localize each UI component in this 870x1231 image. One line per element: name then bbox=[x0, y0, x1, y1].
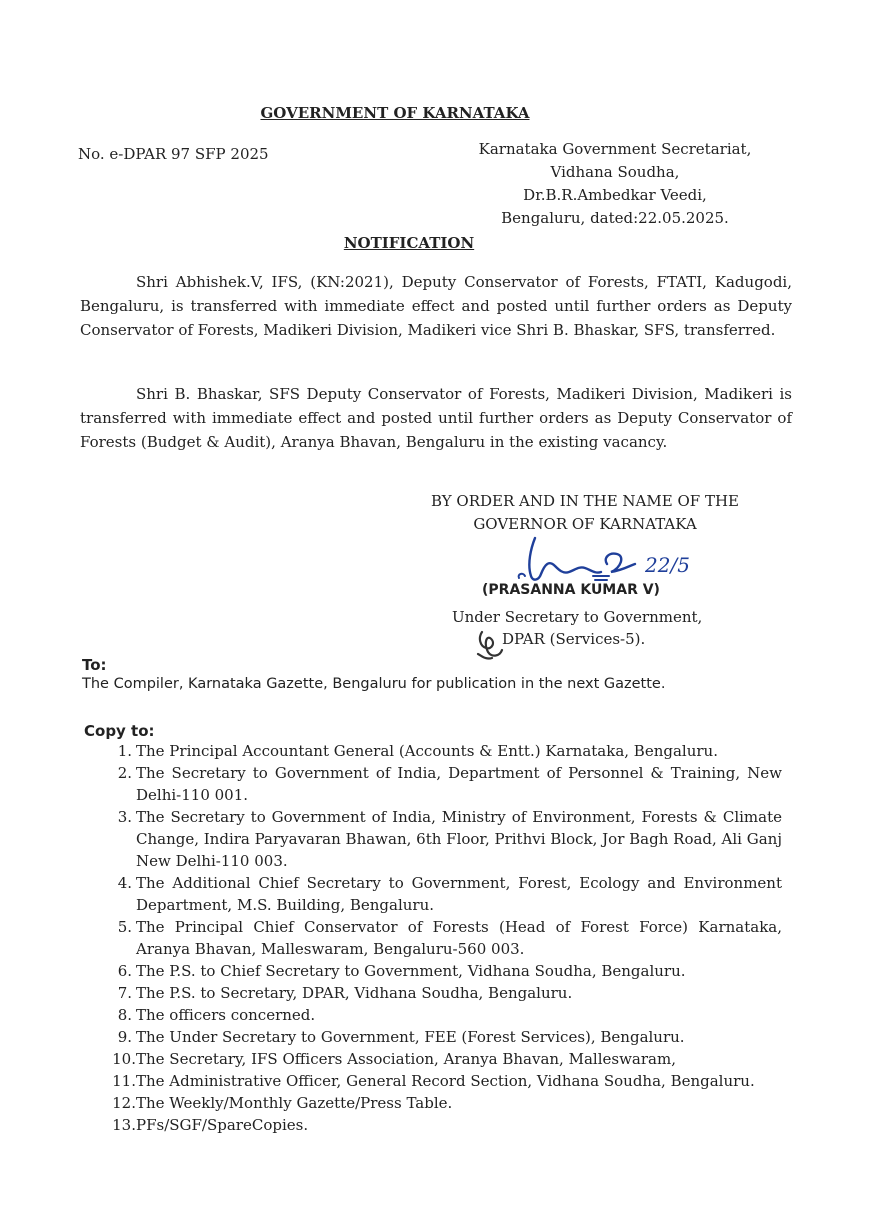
order-line-2: GOVERNOR OF KARNATAKA bbox=[473, 515, 697, 533]
list-item bbox=[82, 1114, 782, 1136]
list-item-number: 6. bbox=[117, 962, 132, 980]
list-item-number: 12. bbox=[112, 1094, 136, 1112]
list-item-text: The P.S. to Secretary, DPAR, Vidhana Soudha, Bengaluru. bbox=[136, 984, 573, 1002]
list-item-number: 2. bbox=[117, 764, 132, 782]
list-item bbox=[82, 740, 782, 762]
list-item bbox=[82, 872, 782, 916]
list-item-text: The Secretary, IFS Officers Association, Aranya Bhavan, Malleswaram, bbox=[136, 1050, 676, 1068]
list-item-number: 1. bbox=[117, 742, 132, 760]
list-item bbox=[82, 916, 782, 960]
list-item-text: The Administrative Officer, General Record Section, Vidhana Soudha, Bengaluru. bbox=[136, 1072, 755, 1090]
list-item bbox=[82, 982, 782, 1004]
signatory-name: (PRASANNA KUMAR V) bbox=[482, 582, 660, 598]
address-line: Bengaluru, dated:22.05.2025. bbox=[501, 209, 729, 227]
address-block bbox=[440, 138, 790, 230]
paragraph-2: Shri B. Bhaskar, SFS Deputy Conservator of Forests, Madikeri Division, Madikeri is transferred with immediate effect and posted until further orders as Deputy Conservator of Forests (Budget & Audit), Aranya Bhavan, Bengaluru in the existing vacancy. bbox=[80, 385, 792, 451]
list-item-number: 5. bbox=[117, 918, 132, 936]
list-item-text: The Additional Chief Secretary to Government, Forest, Ecology and Environment Department, M.S. Building, Bengaluru. bbox=[136, 874, 782, 914]
copy-to-label: Copy to: bbox=[84, 722, 155, 740]
to-label: To: bbox=[82, 656, 107, 674]
list-item bbox=[82, 1092, 782, 1114]
address-line: Karnataka Government Secretariat, bbox=[478, 140, 752, 158]
order-number: No. e-DPAR 97 SFP 2025 bbox=[78, 145, 269, 163]
list-item bbox=[82, 1026, 782, 1048]
list-item-text: The Principal Accountant General (Accounts & Entt.) Karnataka, Bengaluru. bbox=[136, 742, 718, 760]
signatory-department: DPAR (Services-5). bbox=[502, 630, 646, 648]
list-item-number: 8. bbox=[117, 1006, 132, 1024]
list-item-number: 11. bbox=[112, 1072, 136, 1090]
list-item-number: 13. bbox=[112, 1116, 136, 1134]
list-item-text: The P.S. to Chief Secretary to Government, Vidhana Soudha, Bengaluru. bbox=[136, 962, 686, 980]
signatory-designation: Under Secretary to Government, bbox=[452, 608, 703, 626]
list-item-text: The officers concerned. bbox=[136, 1006, 316, 1024]
government-heading: GOVERNMENT OF KARNATAKA bbox=[260, 104, 530, 122]
list-item bbox=[82, 960, 782, 982]
address-line: Vidhana Soudha, bbox=[550, 163, 680, 181]
list-item-text: The Secretary to Government of India, Ministry of Environment, Forests & Climate Change, Indira Paryavaran Bhawan, 6th Floor, Prithvi Block, Jor Bagh Road, Ali Ganj New Delhi-110 003. bbox=[136, 808, 782, 870]
notification-title: NOTIFICATION bbox=[343, 234, 475, 252]
list-item-number: 3. bbox=[117, 808, 132, 826]
address-line: Dr.B.R.Ambedkar Veedi, bbox=[523, 186, 707, 204]
list-item bbox=[82, 806, 782, 872]
list-item bbox=[82, 1048, 782, 1070]
list-item-number: 7. bbox=[117, 984, 132, 1002]
list-item-text: The Weekly/Monthly Gazette/Press Table. bbox=[136, 1094, 453, 1112]
paragraph-1: Shri Abhishek.V, IFS, (KN:2021), Deputy Conservator of Forests, FTATI, Kadugodi, Bengaluru, is transferred with immediate effect and posted until further orders as Deputy Conservator of Forests, Madikeri Division, Madikeri vice Shri B. Bhaskar, SFS, transferred. bbox=[80, 273, 792, 339]
list-item bbox=[82, 762, 782, 806]
list-item bbox=[82, 1004, 782, 1026]
copy-to-list bbox=[82, 740, 782, 1136]
list-item-text: The Principal Chief Conservator of Forests (Head of Forest Force) Karnataka, Aranya Bhavan, Malleswaram, Bengaluru-560 003. bbox=[136, 918, 782, 958]
list-item-text: The Secretary to Government of India, Department of Personnel & Training, New Delhi-110 001. bbox=[136, 764, 782, 804]
signature-date-text: 22/5 bbox=[645, 553, 690, 577]
order-authority bbox=[400, 490, 770, 536]
list-item-number: 10. bbox=[112, 1050, 136, 1068]
list-item-text: PFs/SGF/SpareCopies. bbox=[136, 1116, 309, 1134]
list-item-number: 9. bbox=[117, 1028, 132, 1046]
list-item-number: 4. bbox=[117, 874, 132, 892]
list-item bbox=[82, 1070, 782, 1092]
list-item-text: The Under Secretary to Government, FEE (Forest Services), Bengaluru. bbox=[136, 1028, 685, 1046]
order-line-1: BY ORDER AND IN THE NAME OF THE bbox=[431, 492, 739, 510]
to-recipient: The Compiler, Karnataka Gazette, Bengaluru for publication in the next Gazette. bbox=[82, 676, 666, 692]
